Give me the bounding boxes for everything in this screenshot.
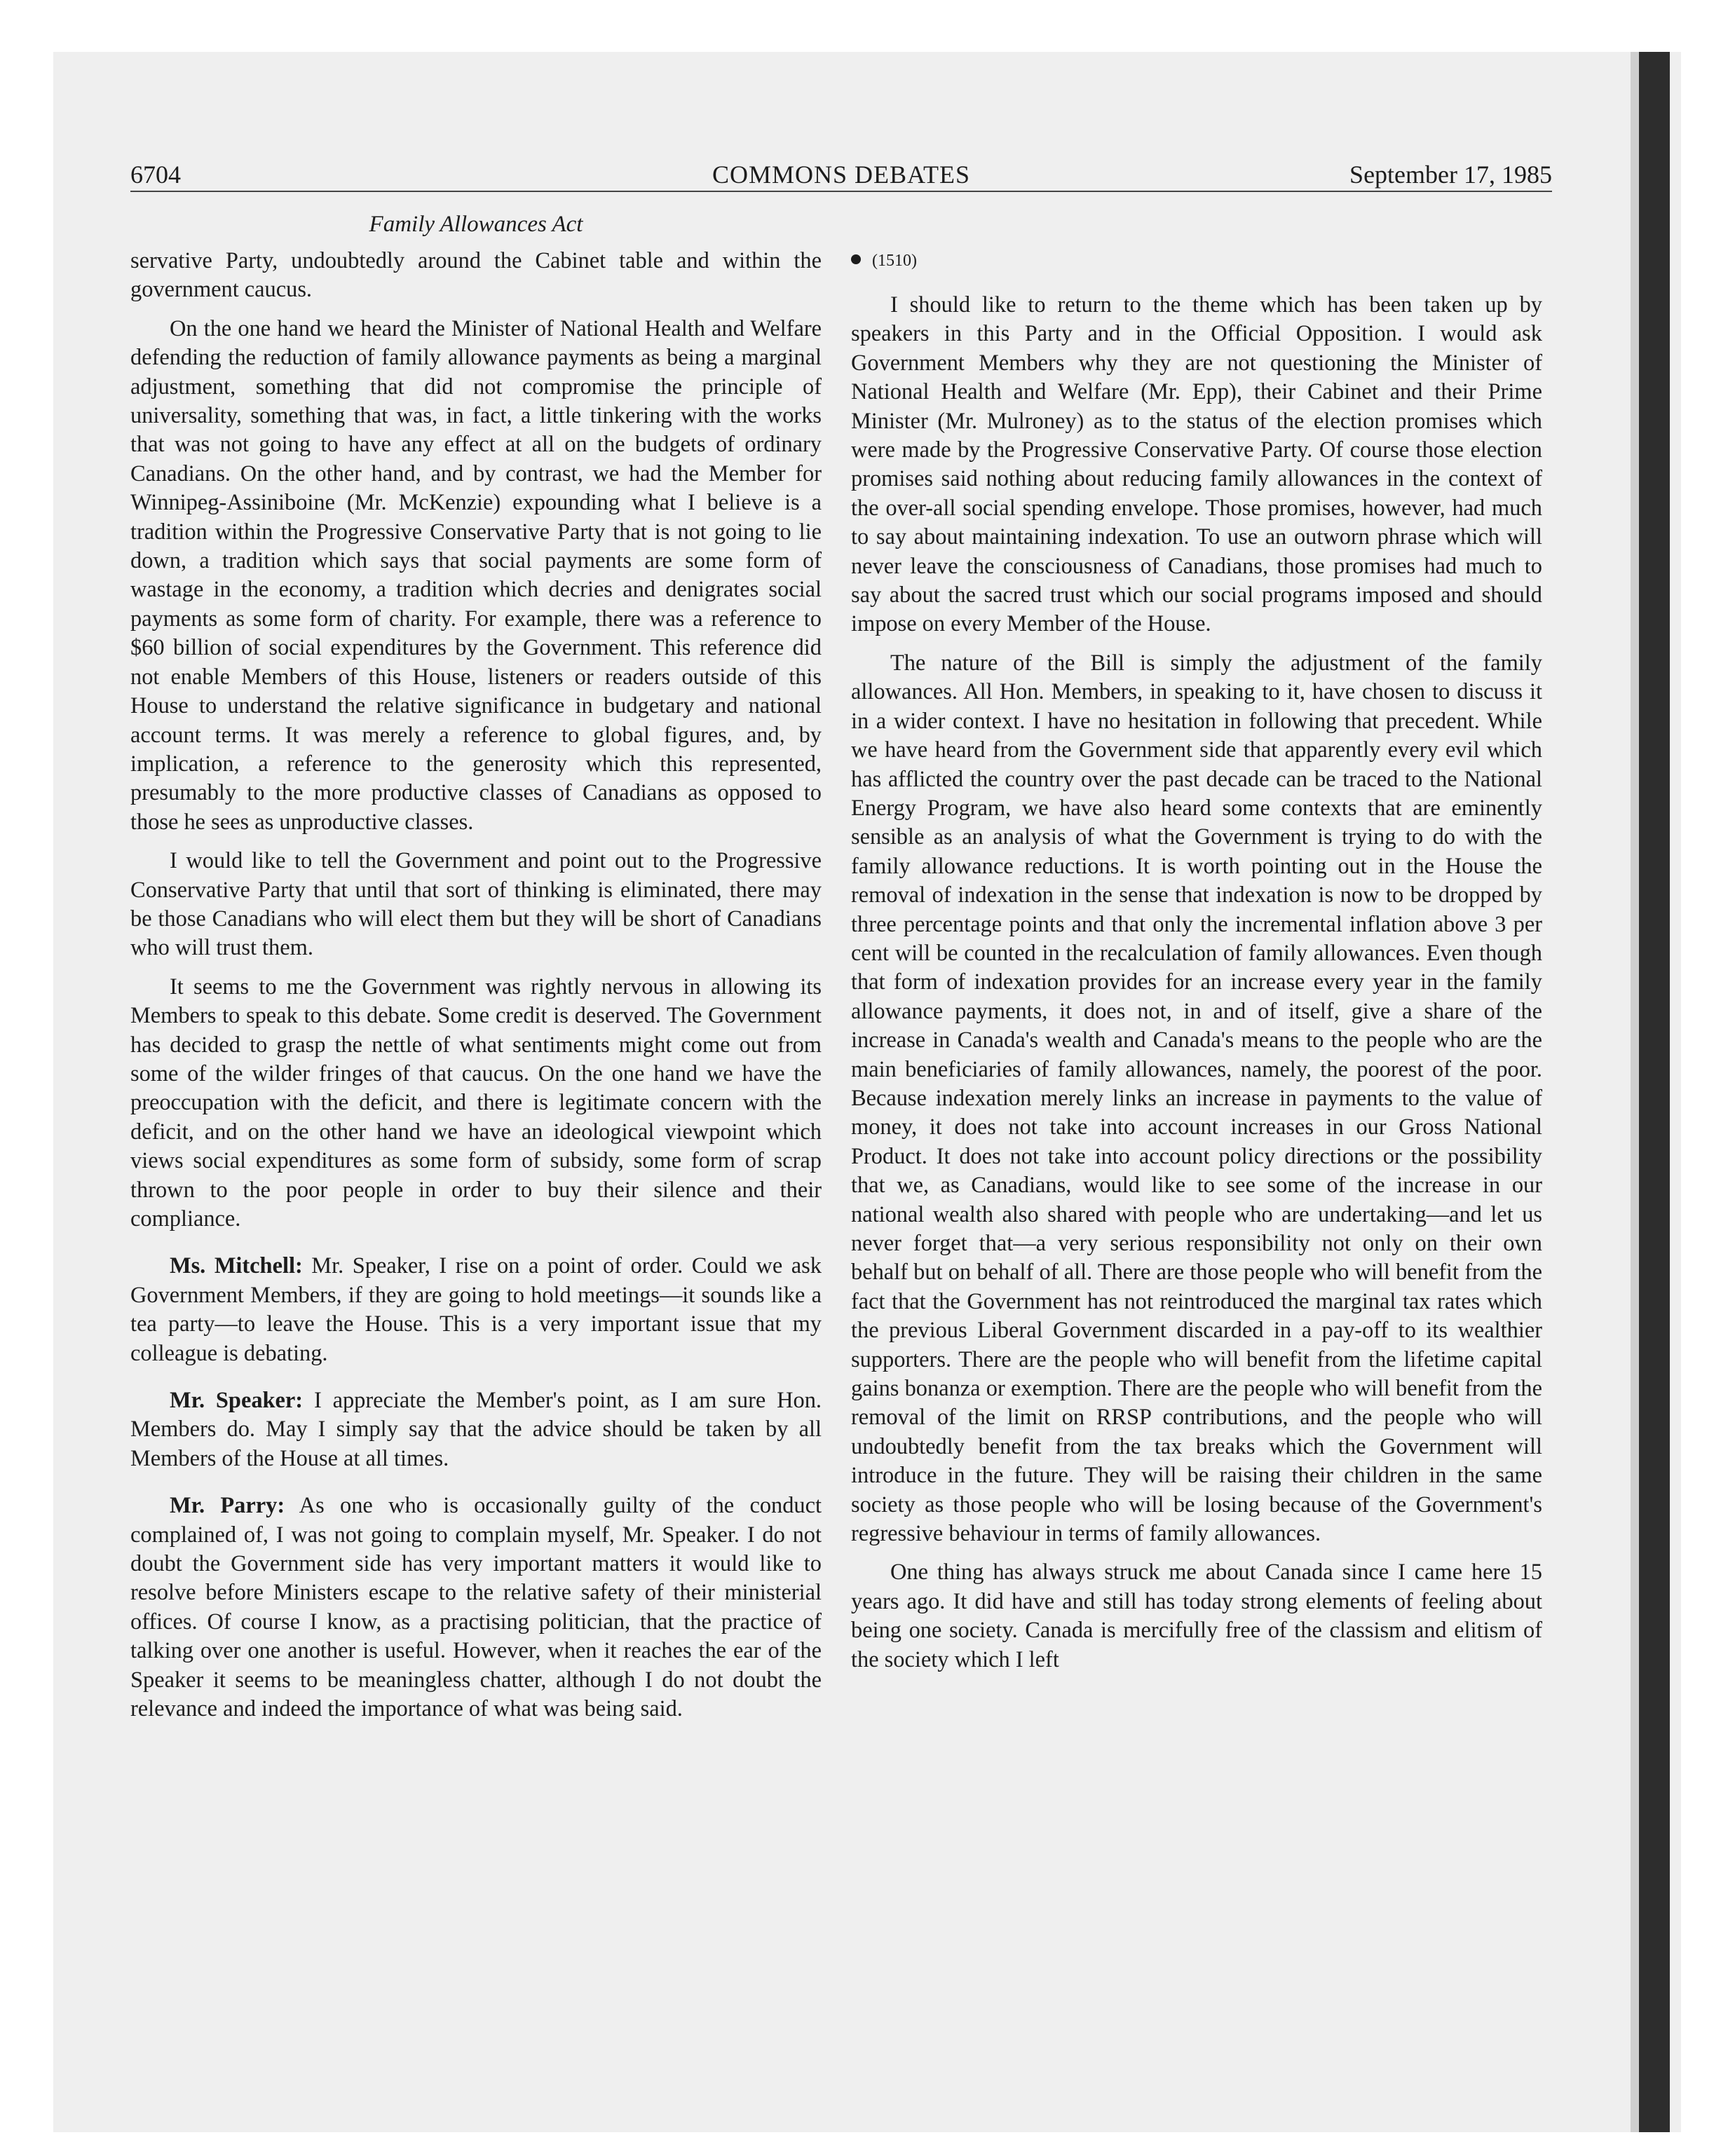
running-title: Family Allowances Act [369, 212, 583, 237]
paragraph: servative Party, undoubtedly around the Cabinet table and within the government caucus. [130, 248, 822, 303]
binding-spine [1639, 52, 1670, 2132]
speaker-name: Ms. Mitchell: [170, 1253, 303, 1279]
time-marker [851, 247, 1542, 275]
page-header [130, 157, 1552, 192]
speaker-name: Mr. Speaker: [170, 1388, 304, 1414]
right-column [851, 247, 1542, 1684]
binding-edge [1631, 52, 1639, 2132]
speech-speaker [130, 1386, 822, 1473]
paragraph: One thing has always struck me about Canada since I came here 15 years ago. It did have and still has today strong elements of feeling about being one society. Canada is mercifully free of the classism and elitism of the society which I left [851, 1560, 1542, 1672]
paragraph: On the one hand we heard the Minister of National Health and Welfare defending the reduction of family allowance payments as being a marginal adjustment, something that did not compromise the principle of universality, something that was, in fact, a little tinkering with the works that was not going to have any effect at all on the budgets of ordinary Canadians. On the other hand, and by contrast, we had the Member for Winnipeg-Assiniboine (Mr. McKenzie) expounding what I believe is a tradition within the Progressive Conservative Party that is not going to lie down, a tradition which says that social payments are some form of wastage in the economy, a tradition which decries and denigrates social payments as some form of charity. For example, there was a reference to $60 billion of social expenditures by the Government. This reference did not enable Members of this House, listeners or readers outside of this House to understand the relative significance in budgetary and national account terms. It was merely a reference to global figures, and, by implication, a reference to the generosity which this represented, presumably to the more productive classes of Canadians as opposed to those he sees as unproductive classes. [130, 315, 822, 835]
publication-date: September 17, 1985 [1349, 161, 1552, 189]
paragraph: It seems to me the Government was rightly nervous in allowing its Members to speak to this debate. Some credit is deserved. The Government has decided to grasp the nettle of what sentiments might come out from some of the wilder fringes of that caucus. On the one hand we have the preoccupation with the deficit, and there is legitimate concern with the deficit, and on the other hand we have an ideological viewpoint which views social expenditures as some form of subsidy, some form of scrap thrown to the poor people in order to buy their silence and their compliance. [130, 974, 822, 1231]
speech-mitchell [130, 1252, 822, 1368]
speech-text: Mr. Speaker, I rise on a point of order. Could we ask Government Members, if they are going to hold meetings—it sounds like a tea party—to leave the House. This is a very important issue that my colleague is debating. [130, 1253, 822, 1366]
header-rule [130, 191, 1552, 192]
speaker-name: Mr. Parry: [170, 1493, 285, 1519]
left-column [130, 247, 822, 1734]
publication-title: COMMONS DEBATES [712, 161, 971, 189]
bullet-dot [851, 254, 861, 264]
speech-text: I appreciate the Member's point, as I am sure Hon. Members do. May I simply say that the advice should be taken by all Members of the House at all times. [130, 1388, 822, 1471]
paragraph: I would like to tell the Government and point out to the Progressive Conservative Party that until that sort of thinking is eliminated, there may be those Canadians who will elect them but they will be short of Canadians who will trust them. [130, 848, 822, 961]
time-marker-text: (1510) [872, 252, 917, 270]
paragraph: The nature of the Bill is simply the adjustment of the family allowances. All Hon. Members, in speaking to it, have chosen to discuss it in a wider context. I have no hesitation in following that precedent. While we have heard from the Government side that apparently every evil which has afflicted the country over the past decade can be traced to the National Energy Program, we have also heard some contexts that are eminently sensible as an analysis of what the Government is trying to do with the family allowance reductions. It is worth pointing out in the House the removal of indexation in the sense that indexation is now to be dropped by three percentage points and that only the incremental inflation above 3 per cent will be counted in the recalculation of family allowances. Even though that form of indexation provides for an increase every year in the family allowance payments, it does not, in and of itself, give a share of the increase in Canada's wealth and Canada's means to the people who are the main beneficiaries of family allowances, namely, the poorest of the poor. Because indexation merely links an increase in payments to the value of money, it does not take into account increases in our Gross National Product. It does not take into account policy directions or the possibility that we, as Canadians, would like to see some of the increase in our national wealth also shared with people who are undertaking—and let us never forget that—a very serious responsibility not only on their own behalf but on behalf of all. There are those people who will benefit from the fact that the Government has not reintroduced the marginal tax rates which the previous Liberal Government discarded in a pay-off to its wealthier supporters. There are the people who will benefit from the lifetime capital gains bonanza or exemption. There are the people who will benefit from the removal of the limit on RRSP contributions, and the people who will undoubtedly benefit from the tax breaks which the Government will introduce in the future. They will be raising their children in the same society as those people who will be losing because of the Government's regressive behaviour in terms of family allowances. [851, 650, 1542, 1547]
speech-text: As one who is occasionally guilty of the conduct complained of, I was not going to complain myself, Mr. Speaker. I do not doubt the Government side has very important matters it would like to resolve before Ministers escape to the relative safety of their ministerial offices. Of course I know, as a practising politician, that the practice of talking over one another is useful. However, when it reaches the ear of the Speaker it seems to be meaningless chatter, although I do not doubt the relevance and indeed the importance of what was being said. [130, 1493, 822, 1722]
speech-parry [130, 1492, 822, 1724]
paragraph: I should like to return to the theme which has been taken up by speakers in this Party and in the Official Opposition. I would ask Government Members why they are not questioning the Minister of National Health and Welfare (Mr. Epp), their Cabinet and their Prime Minister (Mr. Mulroney) as to the status of the election promises which were made by the Progressive Conservative Party. Of course those election promises said nothing about reducing family allowances in the context of the over-all social spending envelope. Those promises, however, had much to say about maintaining indexation. To use an outworn phrase which will never leave the consciousness of Canadians, those promises had much to say about the sacred trust which our social programs imposed and should impose on every Member of the House. [851, 292, 1542, 637]
page-number: 6704 [130, 161, 181, 189]
